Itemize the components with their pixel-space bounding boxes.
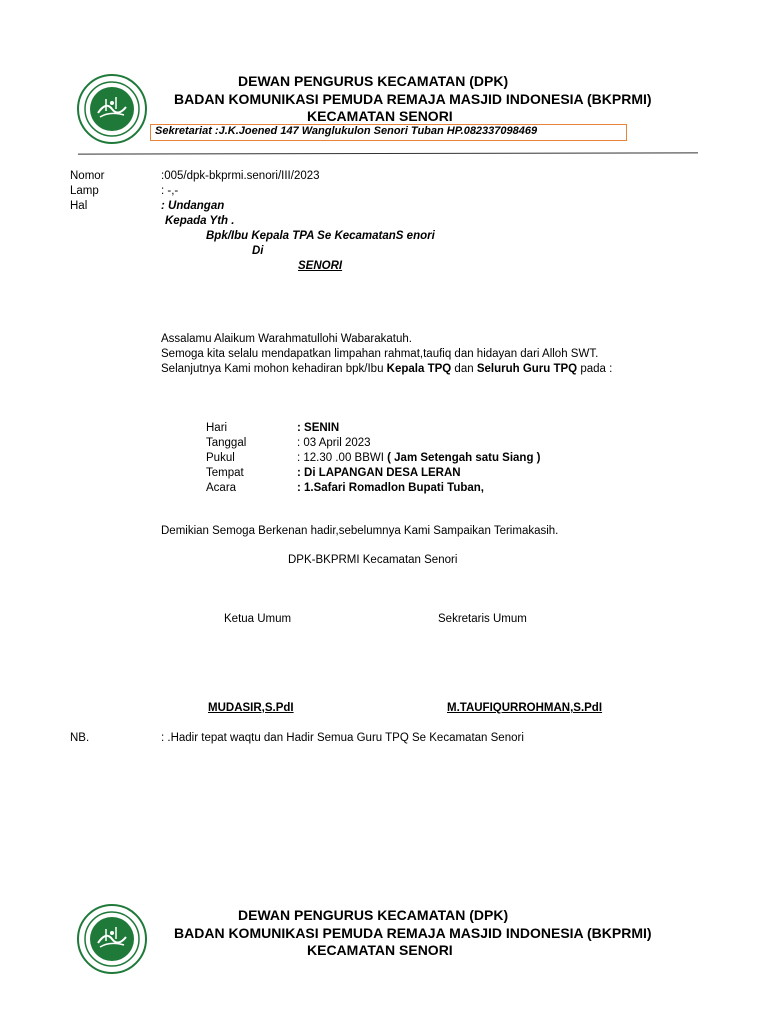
detail-label-pukul: Pukul bbox=[206, 452, 235, 464]
detail-value-pukul: : 12.30 .00 BBWI ( Jam Setengah satu Siang ) bbox=[297, 452, 541, 464]
detail-value-tempat: : Di LAPANGAN DESA LERAN bbox=[297, 467, 461, 479]
header-line-2: BADAN KOMUNIKASI PEMUDA REMAJA MASJID INDONESIA (BKPRMI) bbox=[174, 91, 652, 107]
bkprmi-logo bbox=[76, 73, 148, 145]
nomor-label: Nomor bbox=[70, 170, 105, 182]
footer-header-line-3: KECAMATAN SENORI bbox=[307, 942, 453, 958]
bkprmi-logo-footer bbox=[76, 903, 148, 975]
detail-value-hari: : SENIN bbox=[297, 422, 340, 434]
detail-value-acara: : 1.Safari Romadlon Bupati Tuban, bbox=[297, 482, 484, 494]
closing-line: Demikian Semoga Berkenan hadir,sebelumnya Kami Sampaikan Terimakasih. bbox=[161, 525, 559, 537]
org-signature: DPK-BKPRMI Kecamatan Senori bbox=[288, 554, 458, 566]
ketua-name: MUDASIR,S.PdI bbox=[208, 702, 294, 714]
di-line: Di bbox=[252, 245, 264, 257]
lamp-label: Lamp bbox=[70, 185, 99, 197]
detail-label-tempat: Tempat bbox=[206, 467, 244, 479]
body-line-2: Semoga kita selalu mendapatkan limpahan rahmat,taufiq dan hidayan dari Alloh SWT. bbox=[161, 348, 599, 360]
footer-header-line-1: DEWAN PENGURUS KECAMATAN (DPK) bbox=[238, 907, 509, 923]
greeting: Assalamu Alaikum Warahmatullohi Wabarakatuh. bbox=[161, 333, 412, 345]
hal-label: Hal bbox=[70, 200, 88, 212]
ketua-title: Ketua Umum bbox=[224, 613, 292, 625]
recipient-line: Bpk/Ibu Kepala TPA Se KecamatanS enori bbox=[206, 230, 435, 242]
detail-label-hari: Hari bbox=[206, 422, 228, 434]
header-line-3: KECAMATAN SENORI bbox=[307, 108, 453, 124]
detail-label-tanggal: Tanggal bbox=[206, 437, 247, 449]
hal-value: : Undangan bbox=[161, 200, 225, 212]
footer-header-line-2: BADAN KOMUNIKASI PEMUDA REMAJA MASJID INDONESIA (BKPRMI) bbox=[174, 925, 652, 941]
nb-text: : .Hadir tepat waqtu dan Hadir Semua Guru TPQ Se Kecamatan Senori bbox=[161, 732, 524, 744]
secretariat-address: Sekretariat :J.K.Joened 147 Wanglukulon Senori Tuban HP.082337098469 bbox=[155, 125, 538, 137]
kepada-line: Kepada Yth . bbox=[165, 215, 235, 227]
body-line-3: Selanjutnya Kami mohon kehadiran bpk/Ibu Kepala TPQ dan Seluruh Guru TPQ pada : bbox=[161, 363, 613, 375]
detail-value-tanggal: : 03 April 2023 bbox=[297, 437, 371, 449]
sekretaris-title: Sekretaris Umum bbox=[438, 613, 527, 625]
header-line-1: DEWAN PENGURUS KECAMATAN (DPK) bbox=[238, 73, 509, 89]
header-divider bbox=[78, 152, 698, 154]
nomor-value: :005/dpk-bkprmi.senori/III/2023 bbox=[161, 170, 320, 182]
lamp-value: : -,- bbox=[161, 185, 179, 197]
sekretaris-name: M.TAUFIQURROHMAN,S.PdI bbox=[447, 702, 603, 714]
nb-label: NB. bbox=[70, 732, 90, 744]
detail-label-acara: Acara bbox=[206, 482, 237, 494]
place-line: SENORI bbox=[298, 260, 343, 272]
